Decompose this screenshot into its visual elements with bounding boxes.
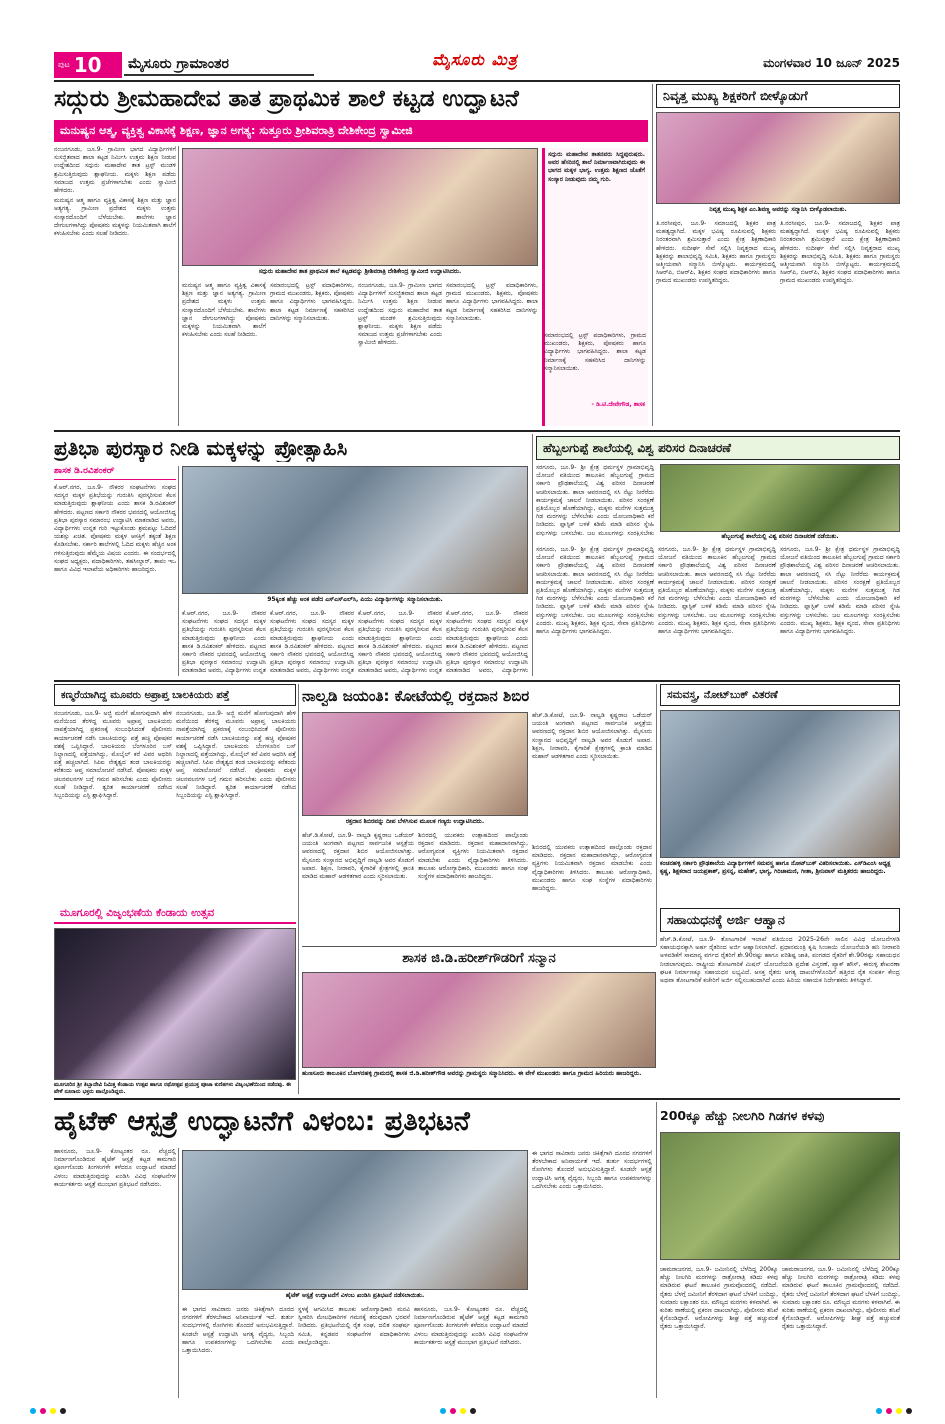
article-body-col5: ಸಮಾರಂಭದಲ್ಲಿ ಟ್ರಸ್ಟ್ ಪದಾಧಿಕಾರಿಗಳು, ಗ್ರಾಮದ ಮುಖಂಡರು, ಶಿಕ್ಷಕರು, ಪೋಷಕರು ಹಾಗೂ ವಿದ್ಯಾರ್ಥಿಗಳು ಭಾಗವಹಿಸಿದ್ದರು. ಶಾಲಾ ಕಟ್ಟಡ ನಿರ್ಮಾಣಕ್ಕೆ ಸಹಕರಿಸಿದ ದಾನಿಗಳನ್ನು ಸನ್ಮಾನಿಸಲಾಯಿತು. [446, 282, 538, 322]
caption-pratibha-awardees: 95ಕ್ಕಿಂತ ಹೆಚ್ಚು ಅಂಕ ಪಡೆದ ಎಸ್‌ಎಸ್‌ಎಲ್‌ಸಿ, ಪಿಯು ವಿದ್ಯಾರ್ಥಿಗಳನ್ನು ಸನ್ಮಾನಿಸಲಾಯಿತು. [267, 596, 443, 603]
registration-dot [896, 1408, 902, 1414]
headline-girls-found: ಕಣ್ಮರೆಯಾಗಿದ್ದ ಮೂವರು ಅಪ್ರಾಪ್ತ ಬಾಲಕಿಯರು ಪತ್ತೆ [54, 684, 296, 706]
headline-retired-headmaster: ನಿವೃತ್ತ ಮುಖ್ಯ ಶಿಕ್ಷಕರಿಗೆ ಬೀಳ್ಕೊಡುಗೆ [656, 84, 900, 108]
article-body-environment-col1: ಸರಗೂರು, ಜೂ.9- ಶ್ರೀ ಕ್ಷೇತ್ರ ಧರ್ಮಸ್ಥಳ ಗ್ರಾಮಾಭಿವೃದ್ಧಿ ಯೋಜನೆ ವತಿಯಿಂದ ತಾಲೂಕಿನ ಹೆಬ್ಬಲಗುಪ್ಪೆ ಗ್ರಾಮದ ಸರ್ಕಾರಿ ಪ್ರೌಢಶಾಲೆಯಲ್ಲಿ ವಿಶ್ವ ಪರಿಸರ ದಿನಾಚರಣೆ ಆಚರಿಸಲಾಯಿತು. ಶಾಲಾ ಆವರಣದಲ್ಲಿ ಸಸಿ ನೆಟ್ಟು ನೀರೆರೆದು ಕಾರ್ಯಕ್ರಮಕ್ಕೆ ಚಾಲನೆ ನೀಡಲಾಯಿತು. ಪರಿಸರ ಸಂರಕ್ಷಣೆ ಪ್ರತಿಯೊಬ್ಬರ ಹೊಣೆಯಾಗಿದ್ದು, ಮಕ್ಕಳು ಮನೆಗಳ ಸುತ್ತಮುತ್ತ ಗಿಡ ಮರಗಳನ್ನು ಬೆಳೆಸಬೇಕು ಎಂದು ಯೋಜನಾಧಿಕಾರಿ ಕರೆ ನೀಡಿದರು. ಪ್ಲಾಸ್ಟಿಕ್ ಬಳಕೆ ಕಡಿಮೆ ಮಾಡಿ ಪರಿಸರ ಸ್ನೇಹಿ ವಸ್ತುಗಳನ್ನು ಬಳಸಬೇಕು. ಜಲ ಮೂಲಗಳನ್ನು ಸಂರಕ್ಷಿಸಬೇಕು [536, 464, 654, 536]
article-body-nilgiri-col1: ಚಾಮರಾಜನಗರ, ಜೂ.9- ಜಮೀನಿನಲ್ಲಿ ಬೆಳೆದಿದ್ದ 200ಕ್ಕೂ ಹೆಚ್ಚು ನೀಲಗಿರಿ ಮರಗಳನ್ನು ರಾತ್ರೋರಾತ್ರಿ ಕಡಿದು ಕಳವು ಮಾಡಿರುವ ಘಟನೆ ತಾಲೂಕಿನ ಗ್ರಾಮವೊಂದರಲ್ಲಿ ನಡೆದಿದೆ. ರೈತರು ಬೆಳಗ್ಗೆ ಜಮೀನಿಗೆ ತೆರಳಿದಾಗ ಘಟನೆ ಬೆಳಕಿಗೆ ಬಂದಿದ್ದು, ಸುಮಾರು ಲಕ್ಷಾಂತರ ರೂ. ಮೌಲ್ಯದ ಮರಗಳು ಕಳವಾಗಿವೆ. ಈ ಕುರಿತು ಠಾಣೆಯಲ್ಲಿ ಪ್ರಕರಣ ದಾಖಲಾಗಿದ್ದು, ಪೊಲೀಸರು ತನಿಖೆ ಕೈಗೊಂಡಿದ್ದಾರೆ. ಆರೋಪಿಗಳನ್ನು ಶೀಘ್ರ ಪತ್ತೆ ಹಚ್ಚುವಂತೆ ರೈತರು ಒತ್ತಾಯಿಸಿದ್ದಾರೆ. [660, 1266, 778, 1331]
article-body-col6: ಸಮಾರಂಭದಲ್ಲಿ ಟ್ರಸ್ಟ್ ಪದಾಧಿಕಾರಿಗಳು, ಗ್ರಾಮದ ಮುಖಂಡರು, ಶಿಕ್ಷಕರು, ಪೋಷಕರು ಹಾಗೂ ವಿದ್ಯಾರ್ಥಿಗಳು ಭಾಗವಹಿಸಿದ್ದರು. ಶಾಲಾ ಕಟ್ಟಡ ನಿರ್ಮಾಣಕ್ಕೆ ಸಹಕರಿಸಿದ ದಾನಿಗಳನ್ನು ಸನ್ಮಾನಿಸಲಾಯಿತು. [544, 332, 646, 372]
newspaper-logo: ಮೈಸೂರು ಮಿತ್ರ [432, 50, 518, 69]
article-body-environment-col3: ಸರಗೂರು, ಜೂ.9- ಶ್ರೀ ಕ್ಷೇತ್ರ ಧರ್ಮಸ್ಥಳ ಗ್ರಾಮಾಭಿವೃದ್ಧಿ ಯೋಜನೆ ವತಿಯಿಂದ ತಾಲೂಕಿನ ಹೆಬ್ಬಲಗುಪ್ಪೆ ಗ್ರಾಮದ ಸರ್ಕಾರಿ ಪ್ರೌಢಶಾಲೆಯಲ್ಲಿ ವಿಶ್ವ ಪರಿಸರ ದಿನಾಚರಣೆ ಆಚರಿಸಲಾಯಿತು. ಶಾಲಾ ಆವರಣದಲ್ಲಿ ಸಸಿ ನೆಟ್ಟು ನೀರೆರೆದು ಕಾರ್ಯಕ್ರಮಕ್ಕೆ ಚಾಲನೆ ನೀಡಲಾಯಿತು. ಪರಿಸರ ಸಂರಕ್ಷಣೆ ಪ್ರತಿಯೊಬ್ಬರ ಹೊಣೆಯಾಗಿದ್ದು, ಮಕ್ಕಳು ಮನೆಗಳ ಸುತ್ತಮುತ್ತ ಗಿಡ ಮರಗಳನ್ನು ಬೆಳೆಸಬೇಕು ಎಂದು ಯೋಜನಾಧಿಕಾರಿ ಕರೆ ನೀಡಿದರು. ಪ್ಲಾಸ್ಟಿಕ್ ಬಳಕೆ ಕಡಿಮೆ ಮಾಡಿ ಪರಿಸರ ಸ್ನೇಹಿ ವಸ್ತುಗಳನ್ನು ಬಳಸಬೇಕು. ಜಲ ಮೂಲಗಳನ್ನು ಸಂರಕ್ಷಿಸಬೇಕು ಎಂದರು. ಮುಖ್ಯ ಶಿಕ್ಷಕರು, ಶಿಕ್ಷಕ ವೃಂದ, ಸೇವಾ ಪ್ರತಿನಿಧಿಗಳು ಹಾಗೂ ವಿದ್ಯಾರ್ಥಿಗಳು ಭಾಗವಹಿಸಿದ್ದರು. [658, 546, 776, 636]
article-body-hospital-col5: ಈ ಭಾಗದ ಸಾವಿರಾರು ಜನರು ಚಿಕಿತ್ಸೆಗಾಗಿ ದೂರದ ನಗರಗಳಿಗೆ ತೆರಳಬೇಕಾದ ಅನಿವಾರ್ಯತೆ ಇದೆ. ತುರ್ತು ಸಂದರ್ಭಗಳಲ್ಲಿ ರೋಗಿಗಳು ತೊಂದರೆ ಅನುಭವಿಸುತ್ತಿದ್ದಾರೆ. ಕೂಡಲೇ ಆಸ್ಪತ್ರೆ ಉದ್ಘಾಟಿಸಿ ಅಗತ್ಯ ವೈದ್ಯರು, ಸಿಬ್ಬಂದಿ ಹಾಗೂ ಉಪಕರಣಗಳನ್ನು ಒದಗಿಸಬೇಕು ಎಂದು ಒತ್ತಾಯಿಸಿದರು. [532, 1150, 652, 1190]
photo-school-inauguration [182, 148, 538, 266]
article-body-blood-col3: ಶಿಬಿರದಲ್ಲಿ ಯುವಕರು ಉತ್ಸಾಹದಿಂದ ಪಾಲ್ಗೊಂಡು ರಕ್ತದಾನ ಮಾಡಿದರು. ರಕ್ತದಾನ ಮಹಾದಾನವಾಗಿದ್ದು, ಆರೋಗ್ಯವಂತ ವ್ಯಕ್ತಿಗಳು ನಿಯಮಿತವಾಗಿ ರಕ್ತದಾನ ಮಾಡಬೇಕು ಎಂದು ವೈದ್ಯಾಧಿಕಾರಿಗಳು ತಿಳಿಸಿದರು. ತಾಲೂಕು ಆರೋಗ್ಯಾಧಿಕಾರಿ, ಮುಖಂಡರು ಹಾಗೂ ಸಂಘ ಸಂಸ್ಥೆಗಳ ಪದಾಧಿಕಾರಿಗಳು ಹಾಜರಿದ್ದರು. [418, 832, 528, 881]
article-body-col3: ಸಮಾರಂಭದಲ್ಲಿ ಟ್ರಸ್ಟ್ ಪದಾಧಿಕಾರಿಗಳು, ಗ್ರಾಮದ ಮುಖಂಡರು, ಶಿಕ್ಷಕರು, ಪೋಷಕರು ಹಾಗೂ ವಿದ್ಯಾರ್ಥಿಗಳು ಭಾಗವಹಿಸಿದ್ದರು. ಶಾಲಾ ಕಟ್ಟಡ ನಿರ್ಮಾಣಕ್ಕೆ ಸಹಕರಿಸಿದ ದಾನಿಗಳನ್ನು ಸನ್ಮಾನಿಸಲಾಯಿತು. [270, 282, 354, 322]
article-body-pratibha-col1: ಕೆ.ಆರ್.ನಗರ, ಜೂ.9- ನೌಕರರ ಸಂಘಟನೆಗಳು ಸಂಘದ ಸದಸ್ಯರ ಮಕ್ಕಳ ಪ್ರತಿಭೆಯನ್ನು ಗುರುತಿಸಿ ಪುರಸ್ಕರಿಸುವ ಕೆಲಸ ಮಾಡುತ್ತಿರುವುದು ಶ್ಲಾಘನೀಯ ಎಂದು ಶಾಸಕ ಡಿ.ರವಿಶಂಕರ್ ಹೇಳಿದರು. ಪಟ್ಟಣದ ಸರ್ಕಾರಿ ನೌಕರರ ಭವನದಲ್ಲಿ ಆಯೋಜಿಸಿದ್ದ ಪ್ರತಿಭಾ ಪುರಸ್ಕಾರ ಸಮಾರಂಭ ಉದ್ಘಾಟಿಸಿ ಮಾತನಾಡಿದ ಅವರು, ವಿದ್ಯಾರ್ಥಿಗಳು ಉನ್ನತ ಗುರಿ ಇಟ್ಟುಕೊಂಡು ಶ್ರಮಪಟ್ಟು ಓದಿದರೆ ಯಶಸ್ಸು ಖಚಿತ. ಪೋಷಕರು ಮಕ್ಕಳ ಆಸಕ್ತಿಗೆ ತಕ್ಕಂತೆ ಶಿಕ್ಷಣ ಕೊಡಿಸಬೇಕು. ಸರ್ಕಾರಿ ಶಾಲೆಗಳಲ್ಲಿ ಓದಿದ ಮಕ್ಕಳು ಹೆಚ್ಚಿನ ಅಂಕ ಗಳಿಸುತ್ತಿರುವುದು ಹೆಮ್ಮೆಯ ವಿಷಯ ಎಂದರು. ಈ ಸಂದರ್ಭದಲ್ಲಿ ಸಂಘದ ಅಧ್ಯಕ್ಷರು, ಪದಾಧಿಕಾರಿಗಳು, ತಹಸೀಲ್ದಾರ್, ತಾಪಂ ಇಒ ಹಾಗೂ ವಿವಿಧ ಇಲಾಖೆಯ ಅಧಿಕಾರಿಗಳು ಹಾಜರಿದ್ದರು. [54, 484, 176, 574]
article-body-pratibha-col2: ಕೆ.ಆರ್.ನಗರ, ಜೂ.9- ನೌಕರರ ಸಂಘಟನೆಗಳು ಸಂಘದ ಸದಸ್ಯರ ಮಕ್ಕಳ ಪ್ರತಿಭೆಯನ್ನು ಗುರುತಿಸಿ ಪುರಸ್ಕರಿಸುವ ಕೆಲಸ ಮಾಡುತ್ತಿರುವುದು ಶ್ಲಾಘನೀಯ ಎಂದು ಶಾಸಕ ಡಿ.ರವಿಶಂಕರ್ ಹೇಳಿದರು. ಪಟ್ಟಣದ ಸರ್ಕಾರಿ ನೌಕರರ ಭವನದಲ್ಲಿ ಆಯೋಜಿಸಿದ್ದ ಪ್ರತಿಭಾ ಪುರಸ್ಕಾರ ಸಮಾರಂಭ ಉದ್ಘಾಟಿಸಿ ಮಾತನಾಡಿದ ಅವರು, ವಿದ್ಯಾರ್ಥಿಗಳು ಉನ್ನತ [182, 610, 266, 675]
section-rule [302, 946, 656, 947]
caption-hospital-protest: ಹೈಟೆಕ್ ಆಸ್ಪತ್ರೆ ಉದ್ಘಾಟನೆಗೆ ವಿಳಂಬ ಖಂಡಿಸಿ ಪ್ರತಿಭಟನೆ ನಡೆಸಲಾಯಿತು. [285, 1292, 425, 1299]
photo-pratibha-awardees [182, 466, 528, 594]
headline-nilgiri-theft: 200ಕ್ಕೂ ಹೆಚ್ಚು ನೀಲಗಿರಿ ಗಿಡಗಳ ಕಳವು [660, 1108, 825, 1123]
article-body-retired-col2: ತಿ.ನರಸೀಪುರ, ಜೂ.9- ಸಮಾಜದಲ್ಲಿ ಶಿಕ್ಷಕರ ಪಾತ್ರ ಮಹತ್ವದ್ದಾಗಿದೆ. ಮಕ್ಕಳ ಭವಿಷ್ಯ ರೂಪಿಸುವಲ್ಲಿ ಶಿಕ್ಷಕರು ನಿರಂತರವಾಗಿ ಶ್ರಮಿಸುತ್ತಾರೆ ಎಂದು ಕ್ಷೇತ್ರ ಶಿಕ್ಷಣಾಧಿಕಾರಿ ಹೇಳಿದರು. ಸುದೀರ್ಘ ಸೇವೆ ಸಲ್ಲಿಸಿ ನಿವೃತ್ತರಾದ ಮುಖ್ಯ ಶಿಕ್ಷಕರನ್ನು ಶಾಲಾಭಿವೃದ್ಧಿ ಸಮಿತಿ, ಶಿಕ್ಷಕರು ಹಾಗೂ ಗ್ರಾಮಸ್ಥರು ಆತ್ಮೀಯವಾಗಿ ಸನ್ಮಾನಿಸಿ ಬೀಳ್ಕೊಟ್ಟರು. ಕಾರ್ಯಕ್ರಮದಲ್ಲಿ ಸಿಆರ್‌ಪಿ, ಬಿಆರ್‌ಪಿ, ಶಿಕ್ಷಕರ ಸಂಘದ ಪದಾಧಿಕಾರಿಗಳು ಹಾಗೂ ಗ್ರಾಮದ ಮುಖಂಡರು ಉಪಸ್ಥಿತರಿದ್ದರು. [780, 220, 900, 285]
registration-dot [470, 1408, 476, 1414]
headline-blood-donation: ನಾಲ್ವಡಿ ಜಯಂತಿ: ಕೋಟೆಯಲ್ಲಿ ರಕ್ತದಾನ ಶಿಬಿರ [302, 687, 530, 705]
article-body-environment-col2: ಸರಗೂರು, ಜೂ.9- ಶ್ರೀ ಕ್ಷೇತ್ರ ಧರ್ಮಸ್ಥಳ ಗ್ರಾಮಾಭಿವೃದ್ಧಿ ಯೋಜನೆ ವತಿಯಿಂದ ತಾಲೂಕಿನ ಹೆಬ್ಬಲಗುಪ್ಪೆ ಗ್ರಾಮದ ಸರ್ಕಾರಿ ಪ್ರೌಢಶಾಲೆಯಲ್ಲಿ ವಿಶ್ವ ಪರಿಸರ ದಿನಾಚರಣೆ ಆಚರಿಸಲಾಯಿತು. ಶಾಲಾ ಆವರಣದಲ್ಲಿ ಸಸಿ ನೆಟ್ಟು ನೀರೆರೆದು ಕಾರ್ಯಕ್ರಮಕ್ಕೆ ಚಾಲನೆ ನೀಡಲಾಯಿತು. ಪರಿಸರ ಸಂರಕ್ಷಣೆ ಪ್ರತಿಯೊಬ್ಬರ ಹೊಣೆಯಾಗಿದ್ದು, ಮಕ್ಕಳು ಮನೆಗಳ ಸುತ್ತಮುತ್ತ ಗಿಡ ಮರಗಳನ್ನು ಬೆಳೆಸಬೇಕು ಎಂದು ಯೋಜನಾಧಿಕಾರಿ ಕರೆ ನೀಡಿದರು. ಪ್ಲಾಸ್ಟಿಕ್ ಬಳಕೆ ಕಡಿಮೆ ಮಾಡಿ ಪರಿಸರ ಸ್ನೇಹಿ ವಸ್ತುಗಳನ್ನು ಬಳಸಬೇಕು. ಜಲ ಮೂಲಗಳನ್ನು ಸಂರಕ್ಷಿಸಬೇಕು ಎಂದರು. ಮುಖ್ಯ ಶಿಕ್ಷಕರು, ಶಿಕ್ಷಕ ವೃಂದ, ಸೇವಾ ಪ್ರತಿನಿಧಿಗಳು ಹಾಗೂ ವಿದ್ಯಾರ್ಥಿಗಳು ಭಾಗವಹಿಸಿದ್ದರು. [536, 546, 654, 636]
photo-environment-day [660, 464, 900, 532]
page-number-badge [54, 52, 122, 78]
headline-pratibha: ಪ್ರತಿಭಾ ಪುರಸ್ಕಾರ ನೀಡಿ ಮಕ್ಕಳನ್ನು ಪ್ರೋತ್ಸಾಹಿಸಿ [54, 436, 348, 460]
registration-marks-right [876, 1408, 912, 1414]
headline-uniform-distribution: ಸಮವಸ್ತ್ರ, ನೋಟ್‌ಬುಕ್ ವಿತರಣೆ [660, 684, 900, 706]
article-body-pratibha-col5: ಕೆ.ಆರ್.ನಗರ, ಜೂ.9- ನೌಕರರ ಸಂಘಟನೆಗಳು ಸಂಘದ ಸದಸ್ಯರ ಮಕ್ಕಳ ಪ್ರತಿಭೆಯನ್ನು ಗುರುತಿಸಿ ಪುರಸ್ಕರಿಸುವ ಕೆಲಸ ಮಾಡುತ್ತಿರುವುದು ಶ್ಲಾಘನೀಯ ಎಂದು ಶಾಸಕ ಡಿ.ರವಿಶಂಕರ್ ಹೇಳಿದರು. ಪಟ್ಟಣದ ಸರ್ಕಾರಿ ನೌಕರರ ಭವನದಲ್ಲಿ ಆಯೋಜಿಸಿದ್ದ ಪ್ರತಿಭಾ ಪುರಸ್ಕಾರ ಸಮಾರಂಭ ಉದ್ಘಾಟಿಸಿ ಮಾತನಾಡಿದ ಅವರು, ವಿದ್ಯಾರ್ಥಿಗಳು [446, 610, 528, 675]
headline-felicitation: ಶಾಸಕ ಜಿ.ಡಿ.ಹರೀಶ್‌ಗೌಡರಿಗೆ ಸನ್ಮಾನ [402, 951, 556, 966]
registration-dot [30, 1408, 36, 1414]
registration-dot [440, 1408, 446, 1414]
article-body-girls-col2: ನಂಜನಗೂಡು, ಜೂ.9- ಅಜ್ಜಿ ಮನೆಗೆ ಹೋಗುವುದಾಗಿ ಹೇಳಿ ಮನೆಯಿಂದ ತೆರಳಿದ್ದ ಮೂವರು ಅಪ್ರಾಪ್ತ ಬಾಲಕಿಯರು ನಾಪತ್ತೆಯಾಗಿದ್ದ ಪ್ರಕರಣಕ್ಕೆ ಸಂಬಂಧಿಸಿದಂತೆ ಪೊಲೀಸರು ಕಾರ್ಯಾಚರಣೆ ನಡೆಸಿ ಬಾಲಕಿಯರನ್ನು ಪತ್ತೆ ಹಚ್ಚಿ ಪೋಷಕರ ವಶಕ್ಕೆ ಒಪ್ಪಿಸಿದ್ದಾರೆ. ಬಾಲಕಿಯರು ಬೆಂಗಳೂರಿನ ಬಸ್ ನಿಲ್ದಾಣದಲ್ಲಿ ಪತ್ತೆಯಾಗಿದ್ದು, ಮೊಬೈಲ್ ಕರೆ ವಿವರ ಆಧರಿಸಿ ಪತ್ತೆ ಹಚ್ಚಲಾಗಿದೆ. ಸಿಪಿಐ ನೇತೃತ್ವದ ತಂಡ ಬಾಲಕಿಯರನ್ನು ಕರೆತಂದು ಆಪ್ತ ಸಮಾಲೋಚನೆ ನಡೆಸಿದೆ. ಪೋಷಕರು ಮಕ್ಕಳ ಚಲನವಲನಗಳ ಬಗ್ಗೆ ಗಮನ ಹರಿಸಬೇಕು ಎಂದು ಪೊಲೀಸರು ಸಲಹೆ ನೀಡಿದ್ದಾರೆ. ತ್ವರಿತ ಕಾರ್ಯಾಚರಣೆ ನಡೆಸಿದ ಸಿಬ್ಬಂದಿಯನ್ನು ಎಸ್ಪಿ ಶ್ಲಾಘಿಸಿದ್ದಾರೆ. [176, 710, 296, 800]
article-body-blood-col1: ಹೆಚ್.ಡಿ.ಕೋಟೆ, ಜೂ.9- ನಾಲ್ವಡಿ ಕೃಷ್ಣರಾಜ ಒಡೆಯರ್ ಜಯಂತಿ ಅಂಗವಾಗಿ ಪಟ್ಟಣದ ಸಾರ್ವಜನಿಕ ಆಸ್ಪತ್ರೆಯ ಆವರಣದಲ್ಲಿ ರಕ್ತದಾನ ಶಿಬಿರ ಆಯೋಜಿಸಲಾಗಿತ್ತು. ಮೈಸೂರು ಸಂಸ್ಥಾನದ ಅಭಿವೃದ್ಧಿಗೆ ನಾಲ್ವಡಿ ಅವರ ಕೊಡುಗೆ ಅಪಾರ. ಶಿಕ್ಷಣ, ನೀರಾವರಿ, ಕೈಗಾರಿಕೆ ಕ್ಷೇತ್ರಗಳಲ್ಲಿ ಕ್ರಾಂತಿ ಮಾಡಿದ ಮಹಾನ್ ಆಡಳಿತಗಾರ ಎಂದು ಸ್ಮರಿಸಲಾಯಿತು. [532, 712, 652, 761]
pull-quote-text: ಸದ್ಗುರು ಮಹಾದೇವ ತಾತನವರು ಸಿದ್ಧಪುರುಷರು. ಅವರ ಹೆಸರಿನಲ್ಲಿ ಶಾಲೆ ನಿರ್ಮಾಣವಾಗಿರುವುದು ಈ ಭಾಗದ ಮಕ್ಕಳ ಭಾಗ್ಯ. ಉತ್ತಮ ಶಿಕ್ಷಣದ ಜೊತೆಗೆ ಸಂಸ್ಕಾರ ನೀಡುವುದು ನಮ್ಮ ಗುರಿ. [548, 151, 645, 183]
photo-festival [54, 928, 296, 1080]
page-number: 10 [73, 53, 102, 77]
article-body-nilgiri-col2: ಚಾಮರಾಜನಗರ, ಜೂ.9- ಜಮೀನಿನಲ್ಲಿ ಬೆಳೆದಿದ್ದ 200ಕ್ಕೂ ಹೆಚ್ಚು ನೀಲಗಿರಿ ಮರಗಳನ್ನು ರಾತ್ರೋರಾತ್ರಿ ಕಡಿದು ಕಳವು ಮಾಡಿರುವ ಘಟನೆ ತಾಲೂಕಿನ ಗ್ರಾಮವೊಂದರಲ್ಲಿ ನಡೆದಿದೆ. ರೈತರು ಬೆಳಗ್ಗೆ ಜಮೀನಿಗೆ ತೆರಳಿದಾಗ ಘಟನೆ ಬೆಳಕಿಗೆ ಬಂದಿದ್ದು, ಸುಮಾರು ಲಕ್ಷಾಂತರ ರೂ. ಮೌಲ್ಯದ ಮರಗಳು ಕಳವಾಗಿವೆ. ಈ ಕುರಿತು ಠಾಣೆಯಲ್ಲಿ ಪ್ರಕರಣ ದಾಖಲಾಗಿದ್ದು, ಪೊಲೀಸರು ತನಿಖೆ ಕೈಗೊಂಡಿದ್ದಾರೆ. ಆರೋಪಿಗಳನ್ನು ಶೀಘ್ರ ಪತ್ತೆ ಹಚ್ಚುವಂತೆ ರೈತರು ಒತ್ತಾಯಿಸಿದ್ದಾರೆ. [782, 1266, 900, 1331]
section-rule [54, 430, 900, 432]
byline-pratibha: ಶಾಸಕ ಡಿ.ರವಿಶಂಕರ್ [54, 466, 176, 480]
issue-date: ಮಂಗಳವಾರ 10 ಜೂನ್ 2025 [763, 56, 900, 70]
caption-festival: ಮೂಗೂರಿನ ಶ್ರೀ ತಿಬ್ಬಾದೇವಿ ನಿಮಿತ್ತ ಕೆಂಡಾಯ ಉತ್ಸವ ಹಾಗೂ ರಥೋತ್ಸವ ಪ್ರಯುಕ್ತ ಪೂಜಾ ಕುಣಿತಗಳು ವಿಜೃಂಭಣೆಯಿಂದ ನಡೆದವು. ಈ ವೇಳೆ ನೂರಾರು ಭಕ್ತರು ಪಾಲ್ಗೊಂಡಿದ್ದರು. [54, 1082, 291, 1095]
pull-quote-author: - ಡಿ.ಟಿ.ದೇವೇಗೌಡ, ಶಾಸಕ [591, 401, 645, 408]
column-rule [178, 1148, 179, 1398]
registration-dot [876, 1408, 882, 1414]
column-rule [656, 1102, 657, 1398]
photo-blood-donation [302, 712, 528, 816]
masthead-rule [54, 80, 900, 82]
article-body-retired-col1: ತಿ.ನರಸೀಪುರ, ಜೂ.9- ಸಮಾಜದಲ್ಲಿ ಶಿಕ್ಷಕರ ಪಾತ್ರ ಮಹತ್ವದ್ದಾಗಿದೆ. ಮಕ್ಕಳ ಭವಿಷ್ಯ ರೂಪಿಸುವಲ್ಲಿ ಶಿಕ್ಷಕರು ನಿರಂತರವಾಗಿ ಶ್ರಮಿಸುತ್ತಾರೆ ಎಂದು ಕ್ಷೇತ್ರ ಶಿಕ್ಷಣಾಧಿಕಾರಿ ಹೇಳಿದರು. ಸುದೀರ್ಘ ಸೇವೆ ಸಲ್ಲಿಸಿ ನಿವೃತ್ತರಾದ ಮುಖ್ಯ ಶಿಕ್ಷಕರನ್ನು ಶಾಲಾಭಿವೃದ್ಧಿ ಸಮಿತಿ, ಶಿಕ್ಷಕರು ಹಾಗೂ ಗ್ರಾಮಸ್ಥರು ಆತ್ಮೀಯವಾಗಿ ಸನ್ಮಾನಿಸಿ ಬೀಳ್ಕೊಟ್ಟರು. ಕಾರ್ಯಕ್ರಮದಲ್ಲಿ ಸಿಆರ್‌ಪಿ, ಬಿಆರ್‌ಪಿ, ಶಿಕ್ಷಕರ ಸಂಘದ ಪದಾಧಿಕಾರಿಗಳು ಹಾಗೂ ಗ್ರಾಮದ ಮುಖಂಡರು ಉಪಸ್ಥಿತರಿದ್ದರು. [656, 220, 776, 285]
headline-subsidy-application: ಸಹಾಯಧನಕ್ಕೆ ಅರ್ಜಿ ಆಹ್ವಾನ [660, 908, 900, 932]
photo-nilgiri-theft [660, 1132, 900, 1260]
section-rule [54, 1098, 900, 1100]
registration-dot [460, 1408, 466, 1414]
article-body-pratibha-col3: ಕೆ.ಆರ್.ನಗರ, ಜೂ.9- ನೌಕರರ ಸಂಘಟನೆಗಳು ಸಂಘದ ಸದಸ್ಯರ ಮಕ್ಕಳ ಪ್ರತಿಭೆಯನ್ನು ಗುರುತಿಸಿ ಪುರಸ್ಕರಿಸುವ ಕೆಲಸ ಮಾಡುತ್ತಿರುವುದು ಶ್ಲಾಘನೀಯ ಎಂದು ಶಾಸಕ ಡಿ.ರವಿಶಂಕರ್ ಹೇಳಿದರು. ಪಟ್ಟಣದ ಸರ್ಕಾರಿ ನೌಕರರ ಭವನದಲ್ಲಿ ಆಯೋಜಿಸಿದ್ದ ಪ್ರತಿಭಾ ಪುರಸ್ಕಾರ ಸಮಾರಂಭ ಉದ್ಘಾಟಿಸಿ ಮಾತನಾಡಿದ ಅವರು, ವಿದ್ಯಾರ್ಥಿಗಳು ಉನ್ನತ [270, 610, 354, 675]
photo-retired-headmaster [656, 112, 900, 204]
caption-retired-headmaster: ನಿವೃತ್ತ ಮುಖ್ಯ ಶಿಕ್ಷಕ ಎಂ.ಶಿವಣ್ಣ ಅವರನ್ನು ಸನ್ಮಾನಿಸಿ ಬೀಳ್ಕೊಡಲಾಯಿತು. [709, 206, 847, 213]
article-body-girls-col1: ನಂಜನಗೂಡು, ಜೂ.9- ಅಜ್ಜಿ ಮನೆಗೆ ಹೋಗುವುದಾಗಿ ಹೇಳಿ ಮನೆಯಿಂದ ತೆರಳಿದ್ದ ಮೂವರು ಅಪ್ರಾಪ್ತ ಬಾಲಕಿಯರು ನಾಪತ್ತೆಯಾಗಿದ್ದ ಪ್ರಕರಣಕ್ಕೆ ಸಂಬಂಧಿಸಿದಂತೆ ಪೊಲೀಸರು ಕಾರ್ಯಾಚರಣೆ ನಡೆಸಿ ಬಾಲಕಿಯರನ್ನು ಪತ್ತೆ ಹಚ್ಚಿ ಪೋಷಕರ ವಶಕ್ಕೆ ಒಪ್ಪಿಸಿದ್ದಾರೆ. ಬಾಲಕಿಯರು ಬೆಂಗಳೂರಿನ ಬಸ್ ನಿಲ್ದಾಣದಲ್ಲಿ ಪತ್ತೆಯಾಗಿದ್ದು, ಮೊಬೈಲ್ ಕರೆ ವಿವರ ಆಧರಿಸಿ ಪತ್ತೆ ಹಚ್ಚಲಾಗಿದೆ. ಸಿಪಿಐ ನೇತೃತ್ವದ ತಂಡ ಬಾಲಕಿಯರನ್ನು ಕರೆತಂದು ಆಪ್ತ ಸಮಾಲೋಚನೆ ನಡೆಸಿದೆ. ಪೋಷಕರು ಮಕ್ಕಳ ಚಲನವಲನಗಳ ಬಗ್ಗೆ ಗಮನ ಹರಿಸಬೇಕು ಎಂದು ಪೊಲೀಸರು ಸಲಹೆ ನೀಡಿದ್ದಾರೆ. ತ್ವರಿತ ಕಾರ್ಯಾಚರಣೆ ನಡೆಸಿದ ಸಿಬ್ಬಂದಿಯನ್ನು ಎಸ್ಪಿ ಶ್ಲಾಘಿಸಿದ್ದಾರೆ. [54, 710, 172, 800]
headline-school-building: ಸದ್ಗುರು ಶ್ರೀಮಹಾದೇವ ತಾತ ಪ್ರಾಥಮಿಕ ಶಾಲೆ ಕಟ್ಟಡ ಉದ್ಘಾಟನೆ [54, 86, 519, 112]
registration-marks-center [440, 1408, 476, 1414]
photo-felicitation [302, 972, 656, 1068]
article-body-subsidy: ಹೆಚ್.ಡಿ.ಕೋಟೆ, ಜೂ.9- ತೋಟಗಾರಿಕೆ ಇಲಾಖೆ ವತಿಯಿಂದ 2025-26ನೇ ಸಾಲಿನ ವಿವಿಧ ಯೋಜನೆಗಳಡಿ ಸಹಾಯಧನಕ್ಕಾಗಿ ಅರ್ಹ ರೈತರಿಂದ ಅರ್ಜಿ ಆಹ್ವಾನಿಸಲಾಗಿದೆ. ಪ್ರಧಾನಮಂತ್ರಿ ಕೃಷಿ ಸಿಂಚಾಯಿ ಯೋಜನೆಯಡಿ ಹನಿ ನೀರಾವರಿ ಅಳವಡಿಕೆಗೆ ಸಾಮಾನ್ಯ ವರ್ಗದ ರೈತರಿಗೆ ಶೇ.90ರಷ್ಟು ಹಾಗೂ ಪರಿಶಿಷ್ಟ ಜಾತಿ, ಪಂಗಡದ ರೈತರಿಗೆ ಶೇ.90ರಷ್ಟು ಸಹಾಯಧನ ನೀಡಲಾಗುವುದು. ರಾಷ್ಟ್ರೀಯ ತೋಟಗಾರಿಕೆ ಮಿಷನ್ ಯೋಜನೆಯಡಿ ಪ್ರದೇಶ ವಿಸ್ತರಣೆ, ಪ್ಯಾಕ್ ಹೌಸ್, ಈರುಳ್ಳಿ ಶೇಖರಣಾ ಘಟಕ ನಿರ್ಮಾಣಕ್ಕೂ ಸಹಾಯಧನ ಲಭ್ಯವಿದೆ. ಆಸಕ್ತ ರೈತರು ಅಗತ್ಯ ದಾಖಲೆಗಳೊಂದಿಗೆ ಹತ್ತಿರದ ರೈತ ಸಂಪರ್ಕ ಕೇಂದ್ರ ಅಥವಾ ತೋಟಗಾರಿಕೆ ಕಚೇರಿಗೆ ಅರ್ಜಿ ಸಲ್ಲಿಸಬಹುದಾಗಿದೆ ಎಂದು ಹಿರಿಯ ಸಹಾಯಕ ನಿರ್ದೇಶಕರು ತಿಳಿಸಿದ್ದಾರೆ. [660, 936, 900, 985]
article-body-col4: ನಂಜನಗೂಡು, ಜೂ.9- ಗ್ರಾಮೀಣ ಭಾಗದ ವಿದ್ಯಾರ್ಥಿಗಳಿಗೆ ಸುಸಜ್ಜಿತವಾದ ಶಾಲಾ ಕಟ್ಟಡ ನಿರ್ಮಿಸಿ ಉತ್ತಮ ಶಿಕ್ಷಣ ನೀಡುವ ಉದ್ದೇಶದಿಂದ ಸದ್ಗುರು ಮಹಾದೇವ ತಾತ ಟ್ರಸ್ಟ್ ಮಂಡಳಿ ಶ್ರಮಿಸುತ್ತಿರುವುದು ಶ್ಲಾಘನೀಯ. ಮಕ್ಕಳು ಶಿಕ್ಷಣ ಪಡೆದು ಸಮಾಜದ ಉತ್ತಮ ಪ್ರಜೆಗಳಾಗಬೇಕು ಎಂದು ಸ್ವಾಮೀಜಿ ಹೇಳಿದರು. [358, 282, 442, 347]
registration-dot [906, 1408, 912, 1414]
caption-felicitation: ಹುಣಸೂರು ತಾಲೂಕಿನ ಬೋಳನಹಳ್ಳಿ ಗ್ರಾಮದಲ್ಲಿ ಶಾಸಕ ಜಿ.ಡಿ.ಹರೀಶ್‌ಗೌಡ ಅವರನ್ನು ಗ್ರಾಮಸ್ಥರು ಸನ್ಮಾನಿಸಿದರು. ಈ ವೇಳೆ ಮುಖಂಡರು ಹಾಗೂ ಗ್ರಾಮದ ಹಿರಿಯರು ಹಾಜರಿದ್ದರು. [302, 1070, 642, 1077]
headline-festival: ಮೂಗೂರಲ್ಲಿ ವಿಜೃಂಭಣೆಯ ಕೆಂಡಾಯ ಉತ್ಸವ [54, 904, 296, 924]
column-rule [532, 434, 533, 676]
article-paragraph: ಮನುಷ್ಯನ ಆತ್ಮ ಹಾಗೂ ವ್ಯಕ್ತಿತ್ವ ವಿಕಾಸಕ್ಕೆ ಶಿಕ್ಷಣ ಮತ್ತು ಜ್ಞಾನ ಅತ್ಯಗತ್ಯ. ಗ್ರಾಮೀಣ ಪ್ರದೇಶದ ಮಕ್ಕಳು ಉತ್ತಮ ಸಂಸ್ಕಾರದೊಂದಿಗೆ ಬೆಳೆಯಬೇಕು. ಶಾಲೆಗಳು ಜ್ಞಾನ ದೇಗುಲಗಳಾಗಿದ್ದು ಪೋಷಕರು ಮಕ್ಕಳನ್ನು ನಿಯಮಿತವಾಗಿ ಶಾಲೆಗೆ ಕಳುಹಿಸಬೇಕು ಎಂದು ಸಲಹೆ ನೀಡಿದರು. [54, 197, 176, 238]
article-body-blood-col4: ಶಿಬಿರದಲ್ಲಿ ಯುವಕರು ಉತ್ಸಾಹದಿಂದ ಪಾಲ್ಗೊಂಡು ರಕ್ತದಾನ ಮಾಡಿದರು. ರಕ್ತದಾನ ಮಹಾದಾನವಾಗಿದ್ದು, ಆರೋಗ್ಯವಂತ ವ್ಯಕ್ತಿಗಳು ನಿಯಮಿತವಾಗಿ ರಕ್ತದಾನ ಮಾಡಬೇಕು ಎಂದು ವೈದ್ಯಾಧಿಕಾರಿಗಳು ತಿಳಿಸಿದರು. ತಾಲೂಕು ಆರೋಗ್ಯಾಧಿಕಾರಿ, ಮುಖಂಡರು ಹಾಗೂ ಸಂಘ ಸಂಸ್ಥೆಗಳ ಪದಾಧಿಕಾರಿಗಳು ಹಾಜರಿದ್ದರು. [532, 844, 652, 893]
article-body-environment-col4: ಸರಗೂರು, ಜೂ.9- ಶ್ರೀ ಕ್ಷೇತ್ರ ಧರ್ಮಸ್ಥಳ ಗ್ರಾಮಾಭಿವೃದ್ಧಿ ಯೋಜನೆ ವತಿಯಿಂದ ತಾಲೂಕಿನ ಹೆಬ್ಬಲಗುಪ್ಪೆ ಗ್ರಾಮದ ಸರ್ಕಾರಿ ಪ್ರೌಢಶಾಲೆಯಲ್ಲಿ ವಿಶ್ವ ಪರಿಸರ ದಿನಾಚರಣೆ ಆಚರಿಸಲಾಯಿತು. ಶಾಲಾ ಆವರಣದಲ್ಲಿ ಸಸಿ ನೆಟ್ಟು ನೀರೆರೆದು ಕಾರ್ಯಕ್ರಮಕ್ಕೆ ಚಾಲನೆ ನೀಡಲಾಯಿತು. ಪರಿಸರ ಸಂರಕ್ಷಣೆ ಪ್ರತಿಯೊಬ್ಬರ ಹೊಣೆಯಾಗಿದ್ದು, ಮಕ್ಕಳು ಮನೆಗಳ ಸುತ್ತಮುತ್ತ ಗಿಡ ಮರಗಳನ್ನು ಬೆಳೆಸಬೇಕು ಎಂದು ಯೋಜನಾಧಿಕಾರಿ ಕರೆ ನೀಡಿದರು. ಪ್ಲಾಸ್ಟಿಕ್ ಬಳಕೆ ಕಡಿಮೆ ಮಾಡಿ ಪರಿಸರ ಸ್ನೇಹಿ ವಸ್ತುಗಳನ್ನು ಬಳಸಬೇಕು. ಜಲ ಮೂಲಗಳನ್ನು ಸಂರಕ್ಷಿಸಬೇಕು ಎಂದರು. ಮುಖ್ಯ ಶಿಕ್ಷಕರು, ಶಿಕ್ಷಕ ವೃಂದ, ಸೇವಾ ಪ್ರತಿನಿಧಿಗಳು ಹಾಗೂ ವಿದ್ಯಾರ್ಥಿಗಳು ಭಾಗವಹಿಸಿದ್ದರು. [780, 546, 900, 636]
article-body-blood-col2: ಹೆಚ್.ಡಿ.ಕೋಟೆ, ಜೂ.9- ನಾಲ್ವಡಿ ಕೃಷ್ಣರಾಜ ಒಡೆಯರ್ ಜಯಂತಿ ಅಂಗವಾಗಿ ಪಟ್ಟಣದ ಸಾರ್ವಜನಿಕ ಆಸ್ಪತ್ರೆಯ ಆವರಣದಲ್ಲಿ ರಕ್ತದಾನ ಶಿಬಿರ ಆಯೋಜಿಸಲಾಗಿತ್ತು. ಮೈಸೂರು ಸಂಸ್ಥಾನದ ಅಭಿವೃದ್ಧಿಗೆ ನಾಲ್ವಡಿ ಅವರ ಕೊಡುಗೆ ಅಪಾರ. ಶಿಕ್ಷಣ, ನೀರಾವರಿ, ಕೈಗಾರಿಕೆ ಕ್ಷೇತ್ರಗಳಲ್ಲಿ ಕ್ರಾಂತಿ ಮಾಡಿದ ಮಹಾನ್ ಆಡಳಿತಗಾರ ಎಂದು ಸ್ಮರಿಸಲಾಯಿತು. [302, 832, 414, 881]
photo-hospital-protest [182, 1150, 528, 1290]
column-rule [178, 146, 179, 426]
caption-environment-day: ಹೆಬ್ಬಲಗುಪ್ಪೆ ಶಾಲೆಯಲ್ಲಿ ವಿಶ್ವ ಪರಿಸರ ದಿನಾಚರಣೆ ನಡೆಯಿತು. [721, 533, 839, 540]
caption-school-inauguration: ಸದ್ಗುರು ಮಹಾದೇವ ತಾತ ಪ್ರಾಥಮಿಕ ಶಾಲೆ ಕಟ್ಟಡವನ್ನು ಶ್ರೀಶಿವರಾತ್ರಿ ದೇಶಿಕೇಂದ್ರ ಸ್ವಾಮೀಜಿ ಉದ್ಘಾಟಿಸಿದರು. [258, 268, 462, 275]
caption-blood-donation: ರಕ್ತದಾನ ಶಿಬಿರವನ್ನು ದೀಪ ಬೆಳಗಿಸುವ ಮೂಲಕ ಗಣ್ಯರು ಉದ್ಘಾಟಿಸಿದರು. [345, 818, 485, 825]
registration-dot [50, 1408, 56, 1414]
registration-dot [450, 1408, 456, 1414]
article-body-hospital-col4: ಹಾಸನೂರು, ಜೂ.9- ಕೋಟ್ಯಂತರ ರೂ. ವೆಚ್ಚದಲ್ಲಿ ನಿರ್ಮಾಣಗೊಂಡಿರುವ ಹೈಟೆಕ್ ಆಸ್ಪತ್ರೆ ಕಟ್ಟಡ ಕಾಮಗಾರಿ ಪೂರ್ಣಗೊಂಡು ತಿಂಗಳುಗಳೇ ಕಳೆದರೂ ಉದ್ಘಾಟನೆ ಮಾಡದೆ ವಿಳಂಬ ಮಾಡುತ್ತಿರುವುದನ್ನು ಖಂಡಿಸಿ ವಿವಿಧ ಸಂಘಟನೆಗಳ ಕಾರ್ಯಕರ್ತರು ಆಸ್ಪತ್ರೆ ಮುಂಭಾಗ ಪ್ರತಿಭಟನೆ ನಡೆಸಿದರು. [414, 1306, 528, 1346]
caption-uniform-distribution: ಕಂಚನಹಳ್ಳಿ ಸರ್ಕಾರಿ ಪ್ರೌಢಶಾಲೆಯ ವಿದ್ಯಾರ್ಥಿಗಳಿಗೆ ಸಮವಸ್ತ್ರ ಹಾಗೂ ನೋಟ್‌ಬುಕ್ ವಿತರಿಸಲಾಯಿತು. ಎಸ್‌ಡಿಎಂಸಿ ಅಧ್ಯಕ್ಷ ಕೃಷ್ಣ, ಶಿಕ್ಷಕರಾದ ಜಯಪ್ರಕಾಶ್, ಪ್ರಸನ್ನ, ಮಹೇಶ್, ಭಾಗ್ಯ, ಗಿರಿಜಾಮಣಿ, ಗೀತಾ, ಶ್ರೀನಿವಾಸ್ ಮತ್ತಿತರರು ಹಾಜರಿದ್ದರು. [660, 860, 891, 875]
column-rule [178, 466, 179, 676]
registration-marks-left [30, 1408, 66, 1414]
column-rule [652, 84, 653, 426]
photo-uniform-distribution [660, 710, 900, 858]
section-rule [54, 680, 900, 682]
registration-dot [60, 1408, 66, 1414]
article-body-col1 [54, 146, 176, 426]
registration-dot [886, 1408, 892, 1414]
section-title: ಮೈಸೂರು ಗ್ರಾಮಾಂತರ [124, 54, 314, 76]
column-rule [656, 684, 657, 946]
headline-hospital-protest: ಹೈಟೆಕ್ ಆಸ್ಪತ್ರೆ ಉದ್ಘಾಟನೆಗೆ ವಿಳಂಬ: ಪ್ರತಿಭಟನೆ [54, 1106, 470, 1137]
registration-dot [40, 1408, 46, 1414]
column-rule [298, 684, 299, 1094]
kicker-school-building: ಮನುಷ್ಯನ ಆತ್ಮ, ವ್ಯಕ್ತಿತ್ವ ವಿಕಾಸಕ್ಕೆ ಶಿಕ್ಷಣ, ಜ್ಞಾನ ಅಗತ್ಯ: ಸುತ್ತೂರು ಶ್ರೀಶಿವರಾತ್ರಿ ದೇಶಿಕೇಂದ್ರ ಸ್ವಾಮೀಜಿ [54, 120, 648, 142]
article-body-hospital-col3: ಸ್ಥಳಕ್ಕೆ ಆಗಮಿಸಿದ ತಾಲೂಕು ಆರೋಗ್ಯಾಧಿಕಾರಿ ಮನವಿ ಸ್ವೀಕರಿಸಿ ಮೇಲಧಿಕಾರಿಗಳ ಗಮನಕ್ಕೆ ತರುವುದಾಗಿ ಭರವಸೆ ನೀಡಿದರು. ಪ್ರತಿಭಟನೆಯಲ್ಲಿ ರೈತ ಸಂಘ, ದಲಿತ ಸಂಘರ್ಷ ಸಮಿತಿ, ಕನ್ನಡಪರ ಸಂಘಟನೆಗಳ ಪದಾಧಿಕಾರಿಗಳು ಪಾಲ್ಗೊಂಡಿದ್ದರು. [298, 1306, 410, 1346]
article-body-hospital-col1: ಹಾಸನೂರು, ಜೂ.9- ಕೋಟ್ಯಂತರ ರೂ. ವೆಚ್ಚದಲ್ಲಿ ನಿರ್ಮಾಣಗೊಂಡಿರುವ ಹೈಟೆಕ್ ಆಸ್ಪತ್ರೆ ಕಟ್ಟಡ ಕಾಮಗಾರಿ ಪೂರ್ಣಗೊಂಡು ತಿಂಗಳುಗಳೇ ಕಳೆದರೂ ಉದ್ಘಾಟನೆ ಮಾಡದೆ ವಿಳಂಬ ಮಾಡುತ್ತಿರುವುದನ್ನು ಖಂಡಿಸಿ ವಿವಿಧ ಸಂಘಟನೆಗಳ ಕಾರ್ಯಕರ್ತರು ಆಸ್ಪತ್ರೆ ಮುಂಭಾಗ ಪ್ರತಿಭಟನೆ ನಡೆಸಿದರು. [54, 1148, 176, 1188]
article-body-pratibha-col4: ಕೆ.ಆರ್.ನಗರ, ಜೂ.9- ನೌಕರರ ಸಂಘಟನೆಗಳು ಸಂಘದ ಸದಸ್ಯರ ಮಕ್ಕಳ ಪ್ರತಿಭೆಯನ್ನು ಗುರುತಿಸಿ ಪುರಸ್ಕರಿಸುವ ಕೆಲಸ ಮಾಡುತ್ತಿರುವುದು ಶ್ಲಾಘನೀಯ ಎಂದು ಶಾಸಕ ಡಿ.ರವಿಶಂಕರ್ ಹೇಳಿದರು. ಪಟ್ಟಣದ ಸರ್ಕಾರಿ ನೌಕರರ ಭವನದಲ್ಲಿ ಆಯೋಜಿಸಿದ್ದ ಪ್ರತಿಭಾ ಪುರಸ್ಕಾರ ಸಮಾರಂಭ ಉದ್ಘಾಟಿಸಿ ಮಾತನಾಡಿದ ಅವರು, ವಿದ್ಯಾರ್ಥಿಗಳು ಉನ್ನತ [358, 610, 442, 675]
article-body-col2: ಮನುಷ್ಯನ ಆತ್ಮ ಹಾಗೂ ವ್ಯಕ್ತಿತ್ವ ವಿಕಾಸಕ್ಕೆ ಶಿಕ್ಷಣ ಮತ್ತು ಜ್ಞಾನ ಅತ್ಯಗತ್ಯ. ಗ್ರಾಮೀಣ ಪ್ರದೇಶದ ಮಕ್ಕಳು ಉತ್ತಮ ಸಂಸ್ಕಾರದೊಂದಿಗೆ ಬೆಳೆಯಬೇಕು. ಶಾಲೆಗಳು ಜ್ಞಾನ ದೇಗುಲಗಳಾಗಿದ್ದು ಪೋಷಕರು ಮಕ್ಕಳನ್ನು ನಿಯಮಿತವಾಗಿ ಶಾಲೆಗೆ ಕಳುಹಿಸಬೇಕು ಎಂದು ಸಲಹೆ ನೀಡಿದರು. [182, 282, 266, 339]
headline-environment-day: ಹೆಬ್ಬಲಗುಪ್ಪೆ ಶಾಲೆಯಲ್ಲಿ ವಿಶ್ವ ಪರಿಸರ ದಿನಾಚರಣೆ [536, 436, 900, 460]
page-label: ಪುಟ [58, 60, 70, 69]
article-paragraph: ನಂಜನಗೂಡು, ಜೂ.9- ಗ್ರಾಮೀಣ ಭಾಗದ ವಿದ್ಯಾರ್ಥಿಗಳಿಗೆ ಸುಸಜ್ಜಿತವಾದ ಶಾಲಾ ಕಟ್ಟಡ ನಿರ್ಮಿಸಿ ಉತ್ತಮ ಶಿಕ್ಷಣ ನೀಡುವ ಉದ್ದೇಶದಿಂದ ಸದ್ಗುರು ಮಹಾದೇವ ತಾತ ಟ್ರಸ್ಟ್ ಮಂಡಳಿ ಶ್ರಮಿಸುತ್ತಿರುವುದು ಶ್ಲಾಘನೀಯ. ಮಕ್ಕಳು ಶಿಕ್ಷಣ ಪಡೆದು ಸಮಾಜದ ಉತ್ತಮ ಪ್ರಜೆಗಳಾಗಬೇಕು ಎಂದು ಸ್ವಾಮೀಜಿ ಹೇಳಿದರು. [54, 146, 176, 195]
article-body-hospital-col2: ಈ ಭಾಗದ ಸಾವಿರಾರು ಜನರು ಚಿಕಿತ್ಸೆಗಾಗಿ ದೂರದ ನಗರಗಳಿಗೆ ತೆರಳಬೇಕಾದ ಅನಿವಾರ್ಯತೆ ಇದೆ. ತುರ್ತು ಸಂದರ್ಭಗಳಲ್ಲಿ ರೋಗಿಗಳು ತೊಂದರೆ ಅನುಭವಿಸುತ್ತಿದ್ದಾರೆ. ಕೂಡಲೇ ಆಸ್ಪತ್ರೆ ಉದ್ಘಾಟಿಸಿ ಅಗತ್ಯ ವೈದ್ಯರು, ಸಿಬ್ಬಂದಿ ಹಾಗೂ ಉಪಕರಣಗಳನ್ನು ಒದಗಿಸಬೇಕು ಎಂದು ಒತ್ತಾಯಿಸಿದರು. [182, 1306, 294, 1355]
